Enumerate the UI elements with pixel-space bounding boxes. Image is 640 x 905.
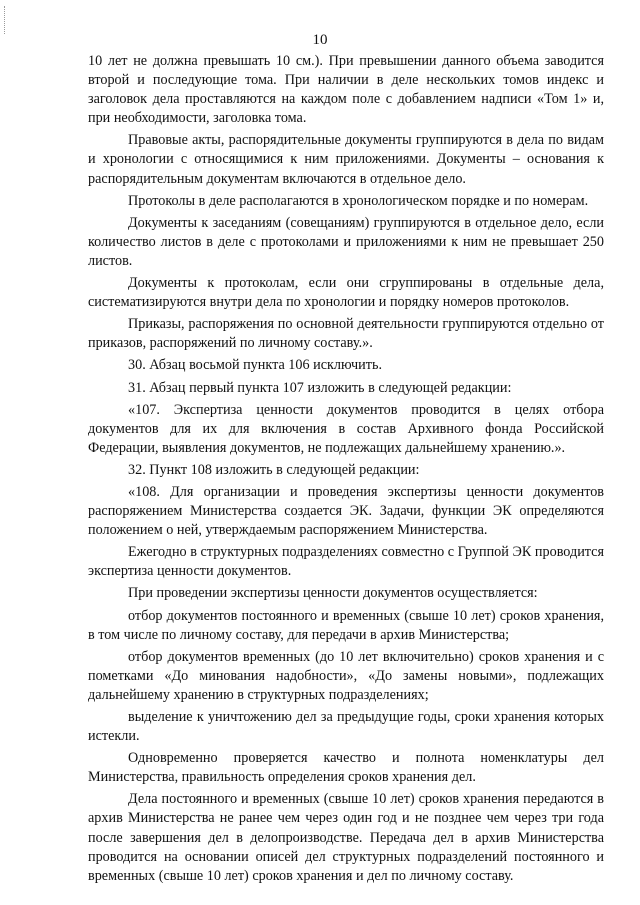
body-text [88,52,604,886]
paragraph: Ежегодно в структурных подразделениях совместно с Группой ЭК проводится экспертиза ценности документов. [88,544,604,580]
paragraph: Документы к протоколам, если они сгруппированы в отдельные дела, систематизируются внутри дела по хронологии и порядку номеров протоколов. [88,275,604,311]
paragraph: 32. Пункт 108 изложить в следующей редакции: [128,461,420,478]
paragraph: отбор документов временных (до 10 лет включительно) сроков хранения и с пометками «До минования надобности», «До замены новыми», подлежащих дальнейшему хранению в структурных подразделениях; [88,648,604,703]
paragraph: 10 лет не должна превышать 10 см.). При превышении данного объема заводится второй и последующие тома. При наличии в деле нескольких томов индекс и заголовок дела проставляются на каждом поле с добавлением надписи «Том 1» и, при необходимости, заголовка тома. [88,53,604,127]
paragraph: Правовые акты, распорядительные документы группируются в дела по видам и хронологии с относящимися к ним приложениями. Документы – основания к распорядительным документам включаются в отдельное дело. [88,132,604,187]
page-number: 10 [312,32,328,48]
paragraph: 30. Абзац восьмой пункта 106 исключить. [128,357,382,374]
paragraph: отбор документов постоянного и временных (свыше 10 лет) сроков хранения, в том числе по личному составу, для передачи в архив Министерства; [88,607,604,643]
paragraph: При проведении экспертизы ценности документов осуществляется: [128,585,538,602]
paragraph: «108. Для организации и проведения экспертизы ценности документов распоряжением Министерства создается ЭК. Задачи, функции ЭК определяются положением о ней, утверждаемым распоряжением Министерства. [88,483,604,539]
paragraph: Документы к заседаниям (совещаниям) группируются в отдельное дело, если количество листов в деле с протоколами и приложениями к ним не превышает 250 листов. [88,214,604,269]
paragraph: Дела постоянного и временных (свыше 10 лет) сроков хранения передаются в архив Министерства не ранее чем через один год и не позднее чем через три года после завершения дел в делопроизводстве. Передача дел в архив Министерства проводится на основании описей дел структурных подразделений постоянного и временных (свыше 10 лет) сроков хранения и дел по личному составу. [88,791,604,884]
paragraph: Приказы, распоряжения по основной деятельности группируются отдельно от приказов, распоряжений по личному составу.». [88,316,604,352]
paragraph: Протоколы в деле располагаются в хронологическом порядке и по номерам. [128,192,589,209]
paragraph: «107. Экспертиза ценности документов проводится в целях отбора документов для их для включения в состав Архивного фонда Российской Федерации, выявления документов, не подлежащих дальнейшему хранению.». [88,401,604,456]
paragraph: выделение к уничтожению дел за предыдущие годы, сроки хранения которых истекли. [88,709,604,745]
paragraph: Одновременно проверяется качество и полнота номенклатуры дел Министерства, правильность определения сроков хранения дел. [88,750,604,786]
paragraph: 31. Абзац первый пункта 107 изложить в следующей редакции: [128,379,512,396]
